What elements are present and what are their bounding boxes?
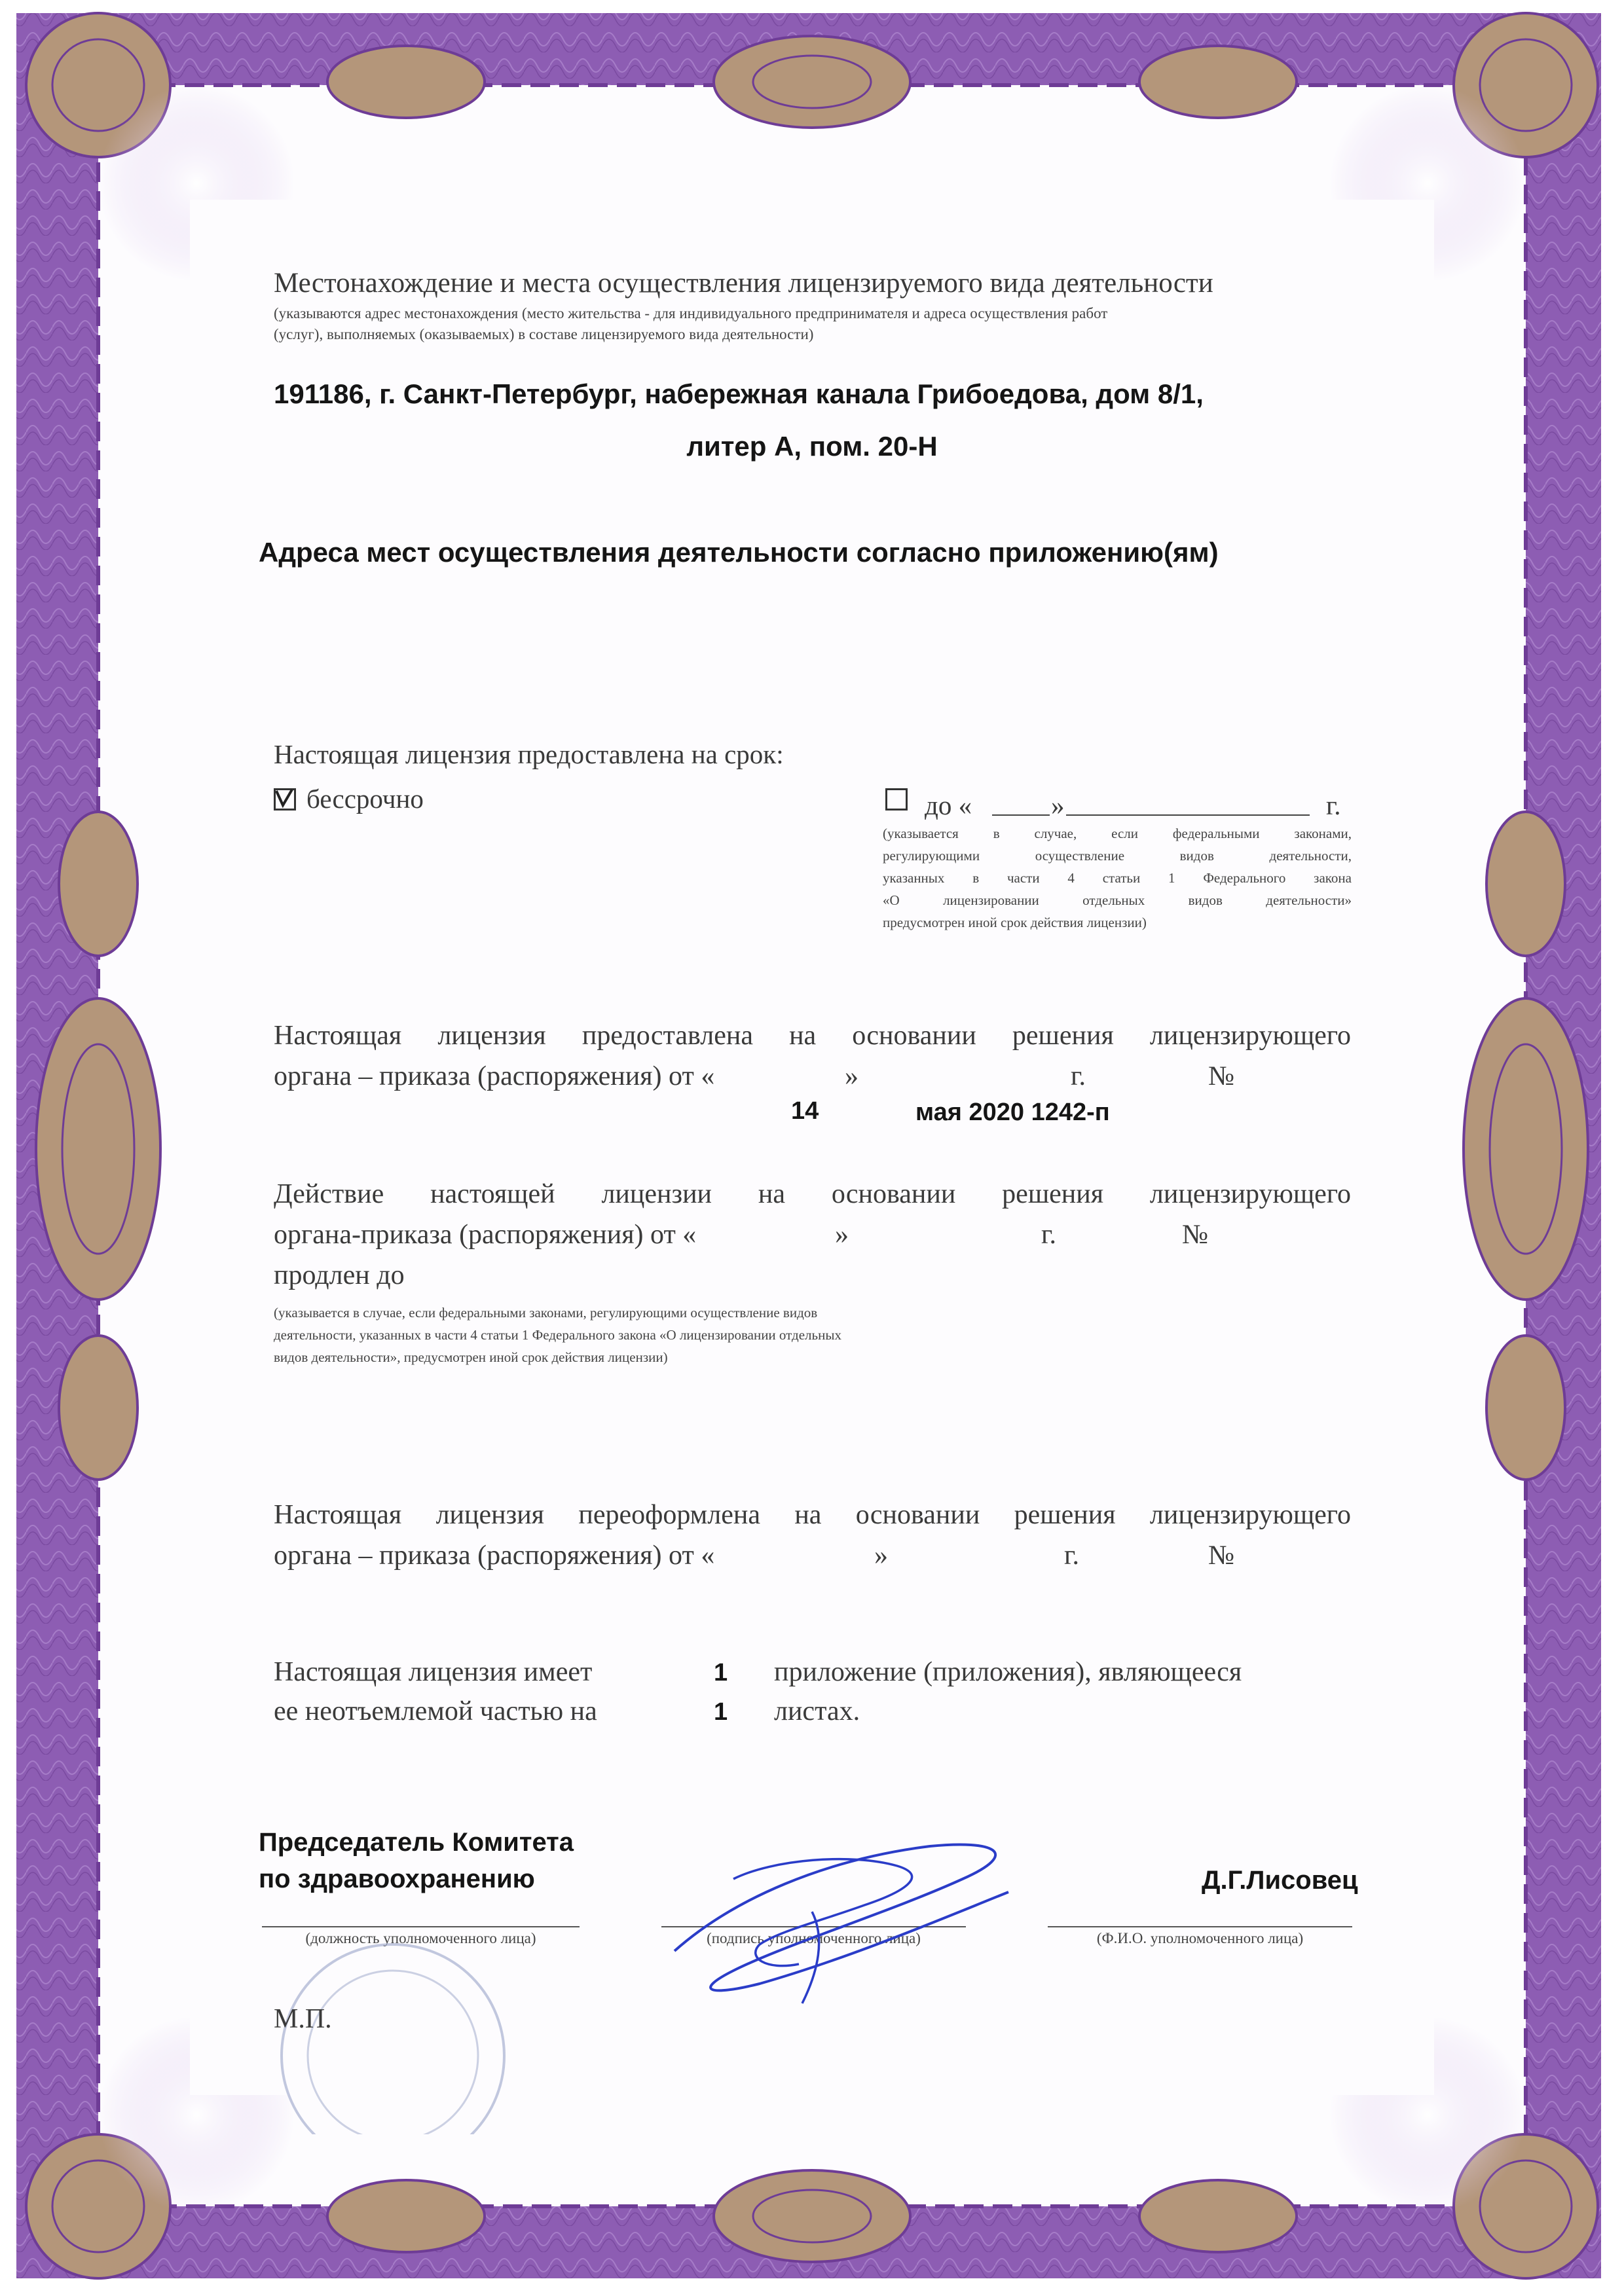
- extension-note-line1: (указывается в случае, если федеральными законами, регулирующими осуществление видов: [274, 1305, 818, 1321]
- extension-note-line2: деятельности, указанных в части 4 статьи 1 Федерального закона «О лицензировании отдельных: [274, 1327, 841, 1343]
- term-note-line1: (указывается в случае, если федеральными законами,: [883, 826, 1352, 841]
- until-quote-close: »: [1051, 790, 1065, 820]
- reissue-quote-close: »: [874, 1540, 888, 1571]
- appendix-line2-suffix: листах.: [774, 1696, 860, 1726]
- basis-line1-wrap: [274, 1020, 1351, 1051]
- appendix-sheets: 1: [714, 1698, 728, 1726]
- address-line1: 191186, г. Санкт-Петербург, набережная канала Грибоедова, дом 8/1,: [274, 378, 1204, 409]
- appendix-count: 1: [714, 1659, 728, 1686]
- term-note-line3: указанных в части 4 статьи 1 Федерального закона: [883, 870, 1352, 886]
- appendix-line1-suffix: приложение (приложения), являющееся: [774, 1657, 1242, 1687]
- until-date-blank[interactable]: [1066, 814, 1310, 816]
- term-note-line4: «О лицензировании отдельных видов деятельности»: [883, 892, 1352, 908]
- reissue-line1: Настоящая лицензия переоформлена на основании решения лицензирующего: [274, 1500, 1351, 1530]
- location-note-line1: (указываются адрес местонахождения (место жительства - для индивидуального предпринимателя и адреса осуществления работ: [274, 305, 1108, 321]
- location-heading: Местонахождение и места осуществления лицензируемого вида деятельности: [274, 268, 1213, 299]
- basis-number-sign: №: [1208, 1061, 1235, 1091]
- extension-line1-wrap: [274, 1178, 1351, 1210]
- signatory-position-line2: по здравоохранению: [259, 1865, 535, 1893]
- unlimited-checkbox[interactable]: [274, 788, 296, 811]
- seal-place-label: М.П.: [274, 2004, 332, 2034]
- extension-note-line3: видов деятельности», предусмотрен иной срок действия лицензии): [274, 1349, 668, 1365]
- appendix-line1: Настоящая лицензия имеет: [274, 1657, 593, 1687]
- activity-places: Адреса мест осуществления деятельности согласно приложению(ям): [259, 537, 1219, 568]
- reissue-line2: органа – приказа (распоряжения) от «: [274, 1540, 715, 1571]
- extension-number-sign: №: [1182, 1220, 1209, 1250]
- document-body: [190, 200, 1434, 2095]
- extension-note: [274, 1302, 841, 1368]
- extension-line2: органа-приказа (распоряжения) от «: [274, 1220, 697, 1250]
- signatory-position-line1: Председатель Комитета: [259, 1828, 574, 1857]
- signatory-name: Д.Г.Лисовец: [1202, 1866, 1358, 1895]
- until-year: г.: [1326, 790, 1341, 820]
- until-checkbox[interactable]: [885, 788, 908, 811]
- caption-position: (должность уполномоченного лица): [305, 1930, 536, 1946]
- name-line: [1048, 1926, 1352, 1927]
- basis-day: 14: [791, 1097, 819, 1125]
- extension-line3: продлен до: [274, 1260, 405, 1290]
- caption-name: (Ф.И.О. уполномоченного лица): [1096, 1930, 1304, 1946]
- unlimited-label: бессрочно: [306, 784, 424, 814]
- term-heading: Настоящая лицензия предоставлена на срок:: [274, 739, 784, 769]
- basis-year: г.: [1071, 1061, 1086, 1091]
- basis-date-number: мая 2020 1242-п: [915, 1099, 1110, 1126]
- term-note-line5: предусмотрен иной срок действия лицензии): [883, 915, 1147, 930]
- extension-quote-close: »: [835, 1220, 849, 1250]
- extension-year: г.: [1041, 1220, 1056, 1250]
- term-note-line2: регулирующими осуществление видов деятельности,: [883, 848, 1352, 864]
- extension-line1: Действие настоящей лицензии на основании решения лицензирующего: [274, 1179, 1351, 1209]
- reissue-number-sign: №: [1208, 1540, 1235, 1571]
- caption-signature: (подпись уполномоченного лица): [707, 1930, 921, 1946]
- term-note: [883, 822, 1352, 934]
- location-note-line2: (услуг), выполняемых (оказываемых) в составе лицензируемого вида деятельности): [274, 326, 814, 342]
- basis-quote-close: »: [845, 1061, 858, 1091]
- address-line2: литер А, пом. 20-Н: [686, 431, 938, 462]
- until-label: до «: [925, 790, 972, 820]
- basis-line2: органа – приказа (распоряжения) от «: [274, 1061, 715, 1091]
- reissue-line1-wrap: [274, 1499, 1351, 1531]
- check-mark-icon: [274, 788, 296, 811]
- basis-line1: Настоящая лицензия предоставлена на основании решения лицензирующего: [274, 1021, 1351, 1051]
- handwritten-signature: [655, 1820, 1061, 2016]
- reissue-year: г.: [1064, 1540, 1079, 1571]
- until-day-blank[interactable]: [992, 814, 1050, 816]
- appendix-line2: ее неотъемлемой частью на: [274, 1696, 597, 1726]
